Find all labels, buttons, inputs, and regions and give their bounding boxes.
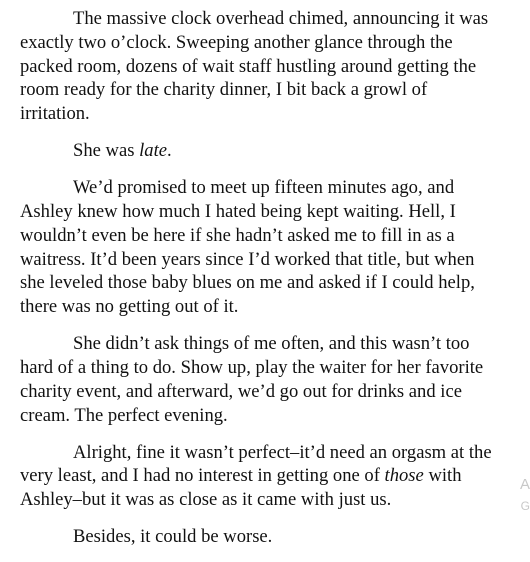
text-line: waitress. It’d been years since I’d worked that title, but when xyxy=(20,248,475,270)
paragraph-5 xyxy=(20,441,528,512)
text-run: very least, and I had no interest in getting one of xyxy=(20,465,385,487)
text-line: packed room, dozens of wait staff hustling around getting the xyxy=(20,55,477,77)
text-run: with xyxy=(423,465,462,487)
text-line: there was no getting out of it. xyxy=(20,296,239,318)
text-line: cream. The perfect evening. xyxy=(20,404,228,426)
paragraph-2 xyxy=(20,139,528,163)
paragraph-4 xyxy=(20,332,528,427)
text-line: She didn’t ask things of me often, and this wasn’t too xyxy=(73,333,470,355)
text-line xyxy=(20,464,528,488)
paragraph-6 xyxy=(20,525,528,549)
text-line: Alright, fine it wasn’t perfect–it’d need an orgasm at the xyxy=(73,441,492,463)
text-line: Ashley knew how much I hated being kept waiting. Hell, I xyxy=(20,200,456,222)
text-line: We’d promised to meet up fifteen minutes ago, and xyxy=(73,177,455,199)
text-line: irritation. xyxy=(20,103,90,125)
text-line: wouldn’t even be here if she hadn’t asked me to fill in as a xyxy=(20,224,455,246)
edge-glyph: G xyxy=(520,499,530,513)
text-line: she leveled those baby blues on me and asked if I could help, xyxy=(20,272,475,294)
text-run: She was xyxy=(73,140,140,162)
emphasis-text: those xyxy=(384,465,424,487)
text-line: room ready for the charity dinner, I bit back a growl of xyxy=(20,79,428,101)
edge-glyph: A xyxy=(519,476,530,493)
emphasis-text: late xyxy=(139,140,167,162)
text-run: . xyxy=(167,140,172,162)
paragraph-3 xyxy=(20,176,528,319)
text-line xyxy=(20,139,528,163)
text-line: The massive clock overhead chimed, announcing it was xyxy=(73,8,489,29)
text-line: Besides, it could be worse. xyxy=(73,526,273,548)
paragraph-1 xyxy=(20,7,528,126)
text-line: exactly two o’clock. Sweeping another glance through the xyxy=(20,31,453,53)
text-line: hard of a thing to do. Show up, play the waiter for her favorite xyxy=(20,356,484,378)
text-line: charity event, and afterward, we’d go out for drinks and ice xyxy=(20,380,462,402)
text-line: Ashley–but it was as close as it came with just us. xyxy=(20,489,392,511)
document-page xyxy=(20,7,528,562)
